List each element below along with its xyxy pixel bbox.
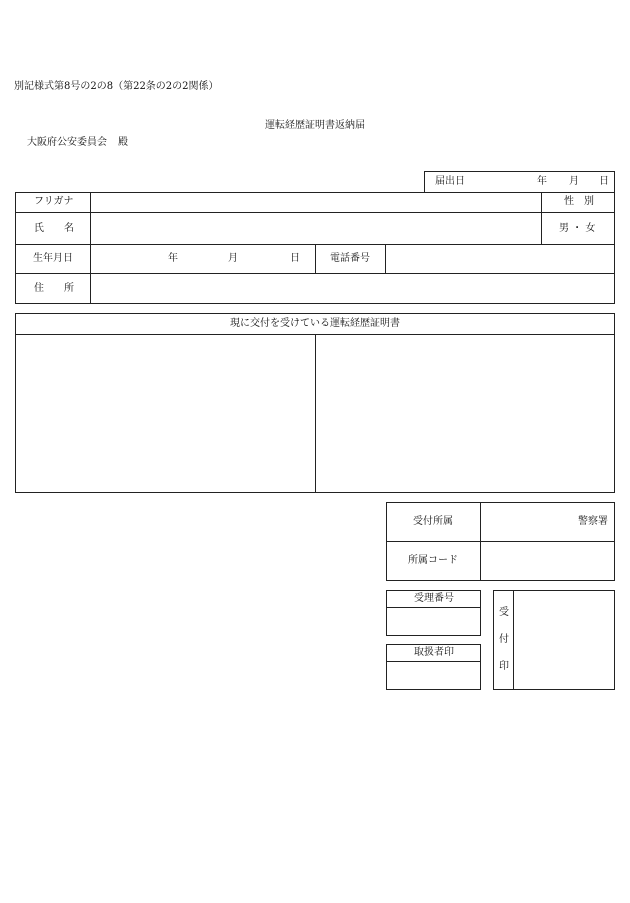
seal-char-1: 受 [499,607,509,618]
police-station-label: 警察署 [578,516,608,527]
certificate-back-area[interactable] [316,335,614,492]
notification-month-label: 月 [569,176,579,187]
addressee-suffix: 殿 [118,137,128,148]
sex-options[interactable]: 男 ・ 女 [559,223,596,234]
phone-field[interactable] [387,245,614,273]
certificate-front-area[interactable] [16,335,314,492]
receipt-number-field[interactable] [387,608,480,635]
address-label: 住 所 [34,283,74,294]
birthdate-field[interactable] [92,245,314,273]
furigana-label: フリガナ [34,196,74,207]
notification-day-label: 日 [599,176,609,187]
birthdate-label: 生年月日 [33,253,73,264]
birth-year-label: 年 [168,253,178,264]
certificate-heading: 現に交付を受けている運転経歴証明書 [230,318,400,329]
sex-label: 性 別 [564,196,594,207]
seal-char-2: 付 [499,634,509,645]
address-field[interactable] [92,274,614,303]
addressee: 大阪府公安委員会 [27,137,107,148]
notification-year-label: 年 [537,176,547,187]
furigana-field[interactable] [92,193,540,212]
handler-seal-field[interactable] [387,662,480,689]
name-label: 氏 名 [34,223,74,234]
handler-seal-label: 取扱者印 [414,647,454,658]
receipt-number-label: 受理番号 [414,593,454,604]
phone-label: 電話番号 [330,253,370,264]
form-title: 運転経歴証明書返納届 [265,120,365,131]
notification-date-label: 届出日 [435,176,465,187]
seal-char-3: 印 [499,661,509,672]
form-reference: 別記様式第8号の2の8（第22条の2の2関係） [14,81,219,92]
birth-month-label: 月 [228,253,238,264]
dept-code-field[interactable] [482,543,614,580]
name-field[interactable] [92,213,540,244]
reception-seal-area[interactable] [515,591,614,689]
reception-dept-label: 受付所属 [413,516,453,527]
birth-day-label: 日 [290,253,300,264]
dept-code-label: 所属コード [408,555,458,566]
